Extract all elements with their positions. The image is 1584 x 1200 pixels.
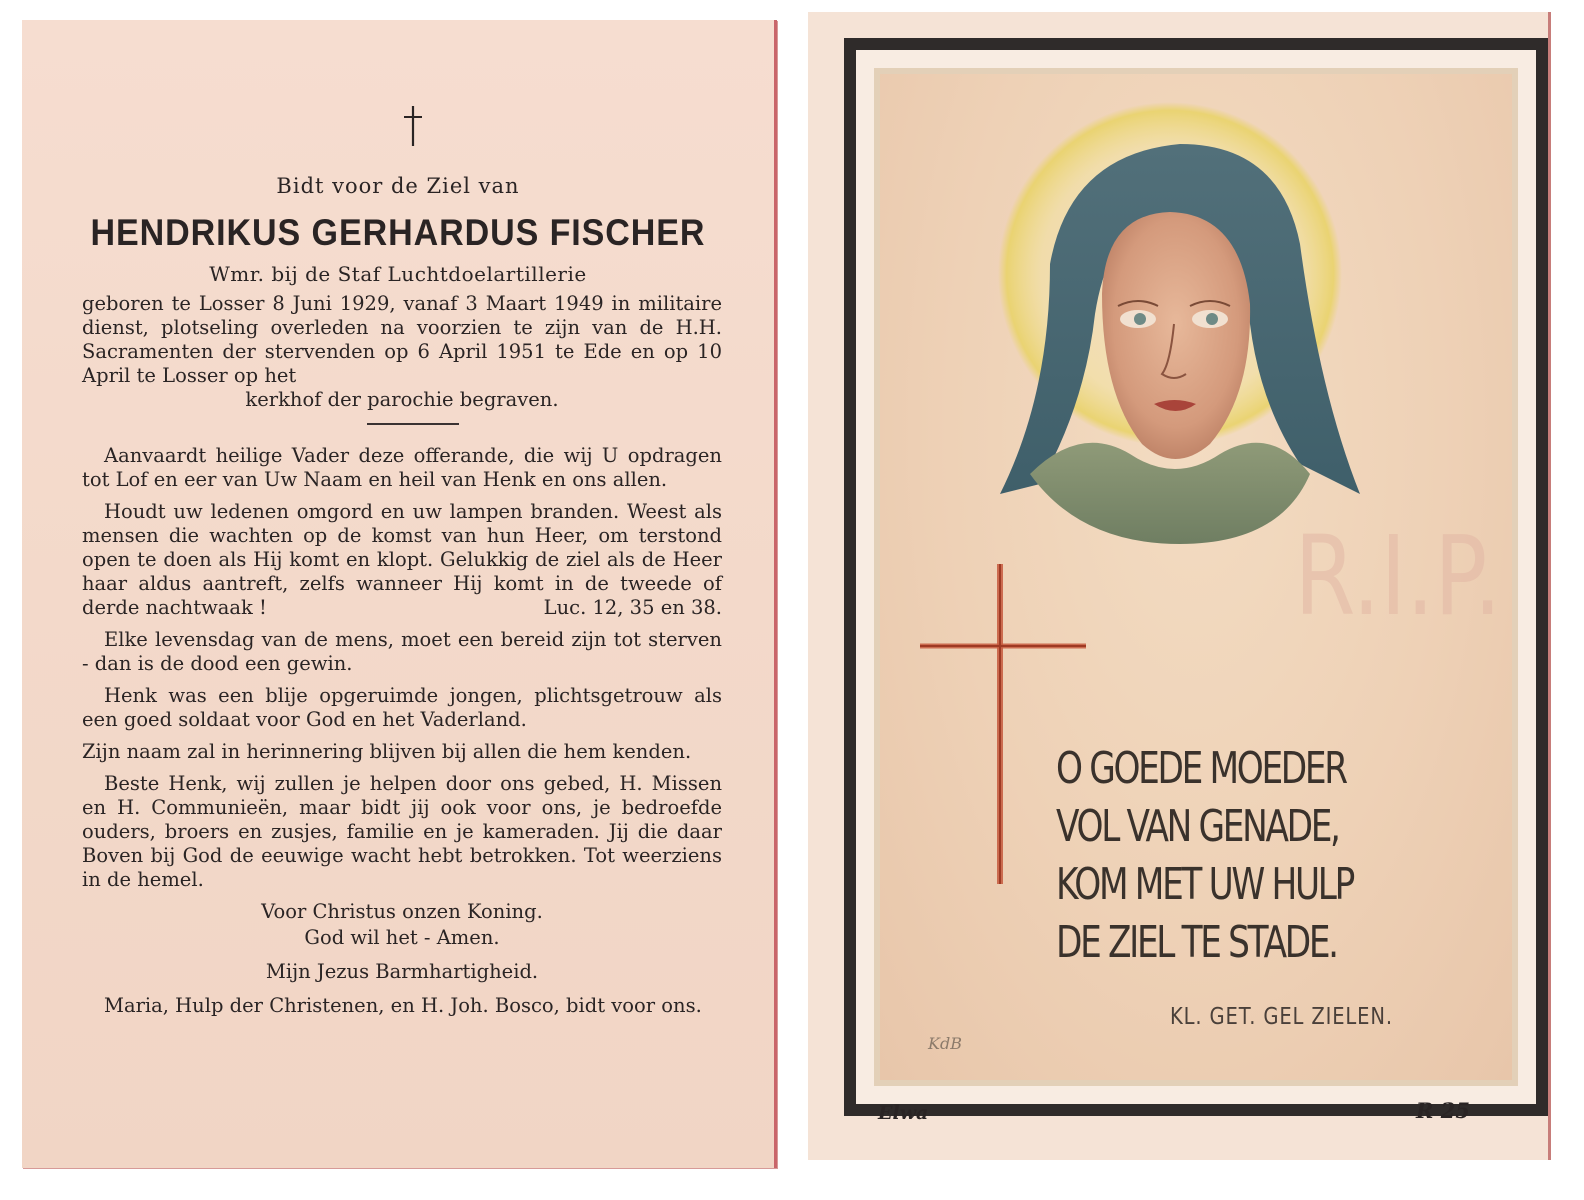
invocation: Bidt voor de Ziel van xyxy=(276,174,520,198)
scripture-reference: Luc. 12, 35 en 38. xyxy=(543,596,722,619)
motto-line-3: KOM MET UW HULP xyxy=(1056,859,1353,910)
cross-icon xyxy=(402,104,424,148)
divider xyxy=(367,423,459,425)
publisher-mark: Elwa xyxy=(878,1102,929,1124)
paragraph-life: Elke levensdag van de mens, moet een bereid zijn tot sterven - dan is de dood een gewin. xyxy=(82,628,722,675)
biography-text: geboren te Losser 8 Juni 1929, vanaf 3 Maart 1949 in militaire dienst, plotseling overleden na voorzien te zijn van de H.H. Sacramenten der stervenden op 6 April 1951 te Ede en op 10 April te Losser op het xyxy=(82,292,722,387)
card-code: R 25 xyxy=(1416,1098,1470,1123)
paragraph-offering: Aanvaardt heilige Vader deze offerande, die wij U opdragen tot Lof en eer van Uw Naam en heil van Henk en ons allen. xyxy=(82,444,722,491)
picture-frame xyxy=(874,68,1518,1086)
prayer-card-image-side xyxy=(808,12,1551,1160)
artist-signature: KdB xyxy=(928,1034,962,1053)
final-prayer: Maria, Hulp der Christenen, en H. Joh. Bosco, bidt voor ons. xyxy=(104,994,702,1017)
scripture-text: Houdt uw ledenen omgord en uw lampen branden. Weest als mensen die wachten op de komst van hun Heer, om terstond open te doen als Hij komt en klopt. Gelukkig de ziel als de Heer haar aldus aantreft, zelfs wanneer Hij komt in de tweede of derde nachtwaak ! xyxy=(82,500,722,619)
deceased-name: HENDRIKUS GERHARDUS FISCHER xyxy=(90,212,706,253)
rip-watermark: R.I.P. xyxy=(1294,513,1502,641)
closing-line-3: Mijn Jezus Barmhartigheid. xyxy=(265,960,539,983)
paragraph-scripture xyxy=(82,500,722,620)
military-rank: Wmr. bij de Staf Luchtdoelartillerie xyxy=(209,262,587,286)
biography xyxy=(82,292,722,412)
motto-line-1: O GOEDE MOEDER xyxy=(1056,743,1346,794)
motto xyxy=(1056,740,1391,972)
paragraph-memory: Zijn naam zal in herinnering blijven bij allen die hem kenden. xyxy=(82,740,692,763)
closing-line-1: Voor Christus onzen Koning. xyxy=(261,900,543,923)
prayer-text xyxy=(82,444,722,1026)
mourning-border xyxy=(844,38,1548,1116)
motto-line-4: DE ZIEL TE STADE. xyxy=(1056,917,1337,968)
paragraph-farewell: Beste Henk, wij zullen je helpen door ons gebed, H. Missen en H. Communieën, maar bidt jij ook voor ons, je bedroefde ouders, broers en zusjes, familie en je kameraden. Jij die daar Boven bij God de eeuwige wacht hebt betrokken. Tot weerziens in de hemel. xyxy=(82,772,722,891)
biography-burial: kerkhof der parochie begraven. xyxy=(245,388,559,411)
closing-line-2: God wil het - Amen. xyxy=(304,926,500,949)
prayer-card-text-side xyxy=(22,20,777,1168)
motto-source: KL. GET. GEL ZIELEN. xyxy=(1170,1004,1393,1030)
motto-line-2: VOL VAN GENADE, xyxy=(1056,801,1339,852)
paragraph-henk: Henk was een blije opgeruimde jongen, plichtsgetrouw als een goed soldaat voor God en het Vaderland. xyxy=(82,684,722,731)
